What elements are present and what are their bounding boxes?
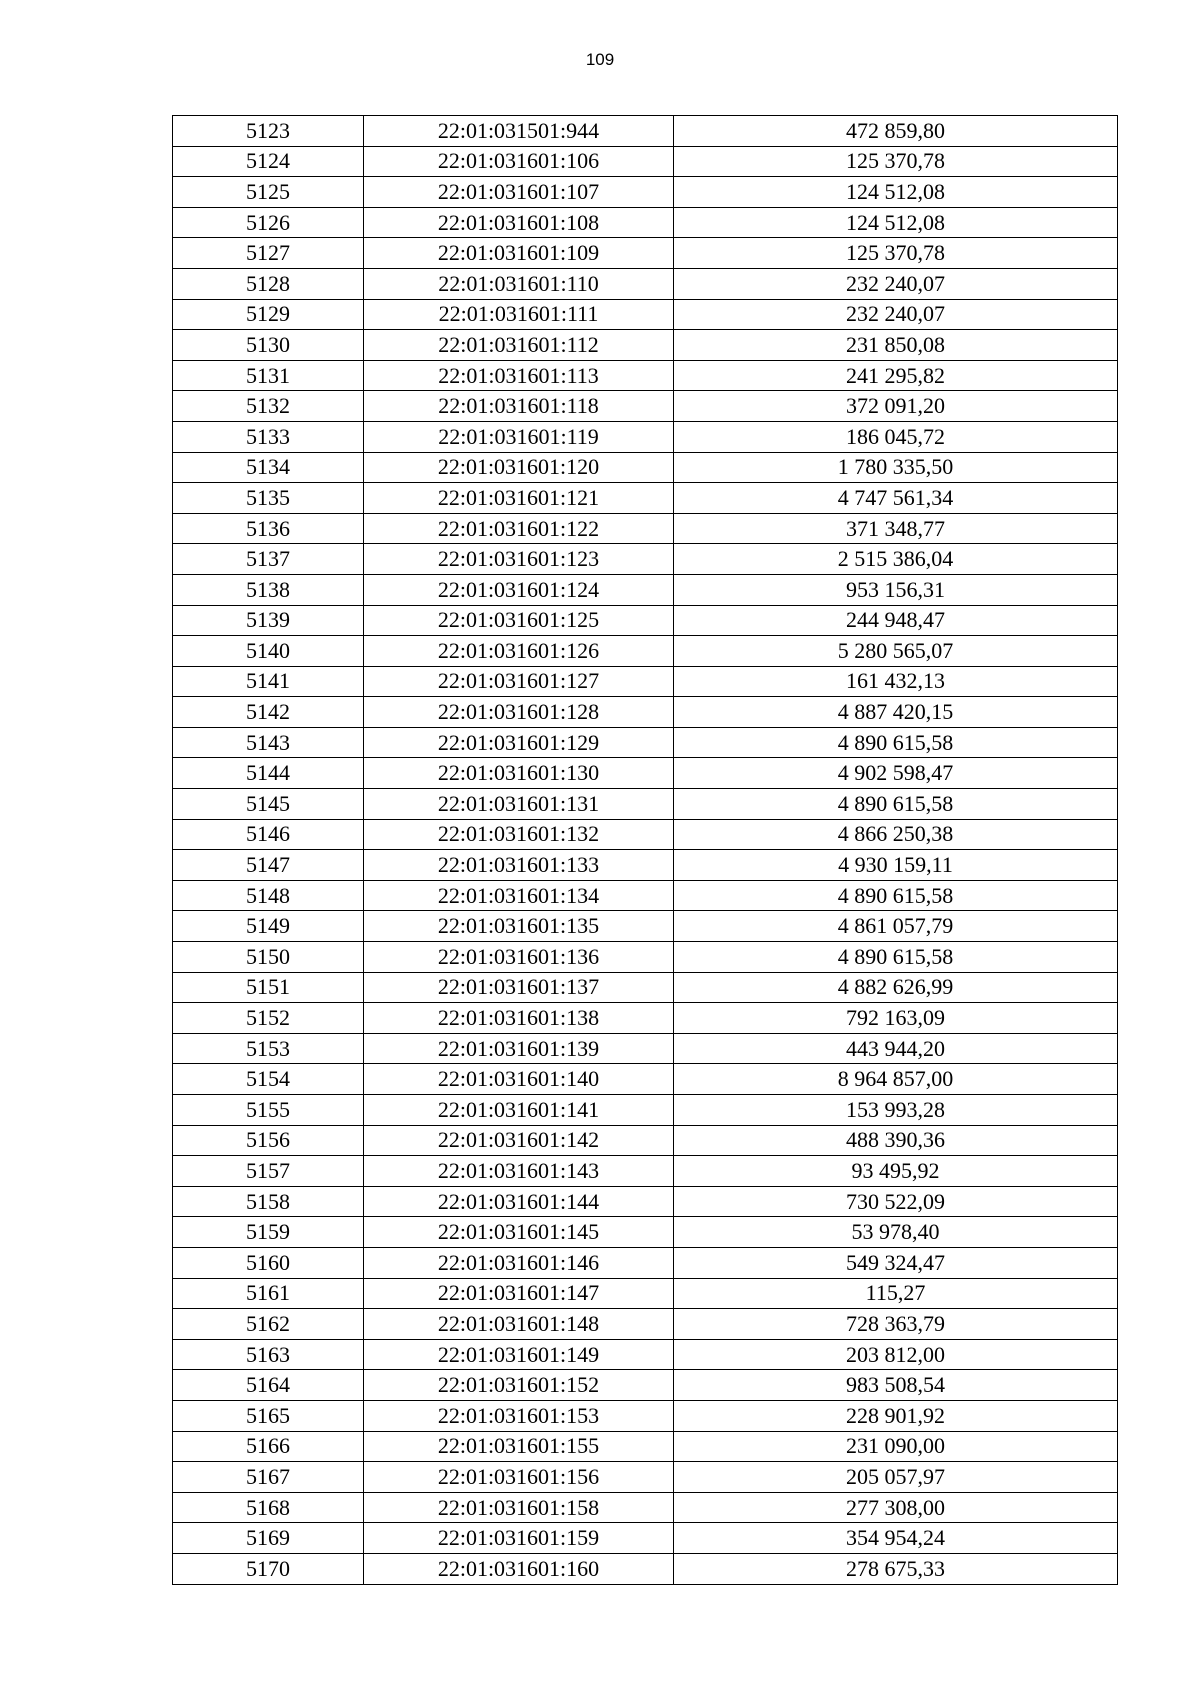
- cadastral-number-cell: 22:01:031601:121: [364, 483, 674, 514]
- row-number-cell: 5161: [173, 1278, 364, 1309]
- table-row: [173, 483, 1118, 514]
- value-cell: 205 057,97: [674, 1462, 1118, 1493]
- cadastral-number-cell: 22:01:031601:138: [364, 1003, 674, 1034]
- cadastral-number-cell: 22:01:031601:137: [364, 972, 674, 1003]
- cadastral-number-cell: 22:01:031601:124: [364, 574, 674, 605]
- row-number-cell: 5129: [173, 299, 364, 330]
- table-row: [173, 819, 1118, 850]
- table-row: [173, 513, 1118, 544]
- table-row: [173, 1400, 1118, 1431]
- cadastral-number-cell: 22:01:031601:110: [364, 268, 674, 299]
- row-number-cell: 5138: [173, 574, 364, 605]
- table-row: [173, 1553, 1118, 1584]
- row-number-cell: 5154: [173, 1064, 364, 1095]
- value-cell: 186 045,72: [674, 421, 1118, 452]
- table-row: [173, 146, 1118, 177]
- row-number-cell: 5136: [173, 513, 364, 544]
- row-number-cell: 5139: [173, 605, 364, 636]
- table-row: [173, 299, 1118, 330]
- table-row: [173, 789, 1118, 820]
- table-row: [173, 1339, 1118, 1370]
- table-row: [173, 391, 1118, 422]
- value-cell: 231 850,08: [674, 330, 1118, 361]
- cadastral-number-cell: 22:01:031601:140: [364, 1064, 674, 1095]
- value-cell: 115,27: [674, 1278, 1118, 1309]
- cadastral-number-cell: 22:01:031601:147: [364, 1278, 674, 1309]
- row-number-cell: 5124: [173, 146, 364, 177]
- table-row: [173, 1064, 1118, 1095]
- cadastral-number-cell: 22:01:031601:143: [364, 1156, 674, 1187]
- value-cell: 124 512,08: [674, 207, 1118, 238]
- row-number-cell: 5156: [173, 1125, 364, 1156]
- row-number-cell: 5133: [173, 421, 364, 452]
- cadastral-number-cell: 22:01:031601:106: [364, 146, 674, 177]
- row-number-cell: 5125: [173, 177, 364, 208]
- value-cell: 153 993,28: [674, 1095, 1118, 1126]
- table-row: [173, 1003, 1118, 1034]
- value-cell: 4 890 615,58: [674, 942, 1118, 973]
- table-row: [173, 758, 1118, 789]
- value-cell: 53 978,40: [674, 1217, 1118, 1248]
- value-cell: 472 859,80: [674, 116, 1118, 147]
- value-cell: 228 901,92: [674, 1400, 1118, 1431]
- value-cell: 2 515 386,04: [674, 544, 1118, 575]
- row-number-cell: 5140: [173, 636, 364, 667]
- value-cell: 4 890 615,58: [674, 880, 1118, 911]
- cadastral-number-cell: 22:01:031601:123: [364, 544, 674, 575]
- cadastral-number-cell: 22:01:031601:111: [364, 299, 674, 330]
- cadastral-number-cell: 22:01:031601:153: [364, 1400, 674, 1431]
- cadastral-number-cell: 22:01:031601:129: [364, 727, 674, 758]
- cadastral-number-cell: 22:01:031601:149: [364, 1339, 674, 1370]
- cadastral-number-cell: 22:01:031601:108: [364, 207, 674, 238]
- cadastral-number-cell: 22:01:031601:134: [364, 880, 674, 911]
- value-cell: 488 390,36: [674, 1125, 1118, 1156]
- table-row: [173, 1217, 1118, 1248]
- cadastral-number-cell: 22:01:031601:160: [364, 1553, 674, 1584]
- table-row: [173, 1370, 1118, 1401]
- value-cell: 730 522,09: [674, 1186, 1118, 1217]
- row-number-cell: 5135: [173, 483, 364, 514]
- row-number-cell: 5126: [173, 207, 364, 238]
- cadastral-number-cell: 22:01:031601:158: [364, 1492, 674, 1523]
- table-row: [173, 1492, 1118, 1523]
- table-row: [173, 727, 1118, 758]
- cadastral-number-cell: 22:01:031601:144: [364, 1186, 674, 1217]
- table-row: [173, 268, 1118, 299]
- table-row: [173, 574, 1118, 605]
- cadastral-number-cell: 22:01:031601:156: [364, 1462, 674, 1493]
- table-row: [173, 666, 1118, 697]
- table-row: [173, 1247, 1118, 1278]
- table-row: [173, 942, 1118, 973]
- row-number-cell: 5142: [173, 697, 364, 728]
- table-row: [173, 1278, 1118, 1309]
- cadastral-number-cell: 22:01:031601:155: [364, 1431, 674, 1462]
- cadastral-number-cell: 22:01:031601:135: [364, 911, 674, 942]
- row-number-cell: 5148: [173, 880, 364, 911]
- row-number-cell: 5158: [173, 1186, 364, 1217]
- value-cell: 4 902 598,47: [674, 758, 1118, 789]
- cadastral-number-cell: 22:01:031601:119: [364, 421, 674, 452]
- table-row: [173, 972, 1118, 1003]
- row-number-cell: 5153: [173, 1033, 364, 1064]
- value-cell: 371 348,77: [674, 513, 1118, 544]
- row-number-cell: 5166: [173, 1431, 364, 1462]
- row-number-cell: 5152: [173, 1003, 364, 1034]
- value-cell: 125 370,78: [674, 146, 1118, 177]
- row-number-cell: 5165: [173, 1400, 364, 1431]
- row-number-cell: 5159: [173, 1217, 364, 1248]
- row-number-cell: 5147: [173, 850, 364, 881]
- value-cell: 244 948,47: [674, 605, 1118, 636]
- cadastral-number-cell: 22:01:031601:113: [364, 360, 674, 391]
- row-number-cell: 5162: [173, 1309, 364, 1340]
- value-cell: 203 812,00: [674, 1339, 1118, 1370]
- row-number-cell: 5157: [173, 1156, 364, 1187]
- row-number-cell: 5143: [173, 727, 364, 758]
- row-number-cell: 5123: [173, 116, 364, 147]
- value-cell: 93 495,92: [674, 1156, 1118, 1187]
- cadastral-number-cell: 22:01:031601:130: [364, 758, 674, 789]
- table-row: [173, 1462, 1118, 1493]
- value-cell: 232 240,07: [674, 299, 1118, 330]
- cadastral-number-cell: 22:01:031601:136: [364, 942, 674, 973]
- table-row: [173, 1309, 1118, 1340]
- table-row: [173, 177, 1118, 208]
- cadastral-number-cell: 22:01:031601:145: [364, 1217, 674, 1248]
- table-row: [173, 850, 1118, 881]
- value-cell: 4 866 250,38: [674, 819, 1118, 850]
- page-number: 109: [585, 50, 615, 69]
- cadastral-number-cell: 22:01:031601:132: [364, 819, 674, 850]
- table-row: [173, 1523, 1118, 1554]
- row-number-cell: 5137: [173, 544, 364, 575]
- row-number-cell: 5130: [173, 330, 364, 361]
- table-row: [173, 911, 1118, 942]
- table-row: [173, 1125, 1118, 1156]
- row-number-cell: 5151: [173, 972, 364, 1003]
- value-cell: 124 512,08: [674, 177, 1118, 208]
- row-number-cell: 5131: [173, 360, 364, 391]
- row-number-cell: 5145: [173, 789, 364, 820]
- value-cell: 231 090,00: [674, 1431, 1118, 1462]
- row-number-cell: 5163: [173, 1339, 364, 1370]
- table-row: [173, 1186, 1118, 1217]
- cadastral-number-cell: 22:01:031601:146: [364, 1247, 674, 1278]
- table-row: [173, 360, 1118, 391]
- value-cell: 241 295,82: [674, 360, 1118, 391]
- cadastral-number-cell: 22:01:031601:142: [364, 1125, 674, 1156]
- value-cell: 953 156,31: [674, 574, 1118, 605]
- value-cell: 792 163,09: [674, 1003, 1118, 1034]
- value-cell: 354 954,24: [674, 1523, 1118, 1554]
- value-cell: 1 780 335,50: [674, 452, 1118, 483]
- value-cell: 4 890 615,58: [674, 727, 1118, 758]
- cadastral-number-cell: 22:01:031501:944: [364, 116, 674, 147]
- table-row: [173, 697, 1118, 728]
- cadastral-number-cell: 22:01:031601:109: [364, 238, 674, 269]
- cadastral-number-cell: 22:01:031601:159: [364, 1523, 674, 1554]
- cadastral-number-cell: 22:01:031601:141: [364, 1095, 674, 1126]
- cadastral-number-cell: 22:01:031601:139: [364, 1033, 674, 1064]
- value-cell: 4 861 057,79: [674, 911, 1118, 942]
- row-number-cell: 5160: [173, 1247, 364, 1278]
- row-number-cell: 5150: [173, 942, 364, 973]
- cadastral-number-cell: 22:01:031601:152: [364, 1370, 674, 1401]
- value-cell: 4 890 615,58: [674, 789, 1118, 820]
- table-body: [173, 116, 1118, 1585]
- value-cell: 5 280 565,07: [674, 636, 1118, 667]
- row-number-cell: 5169: [173, 1523, 364, 1554]
- value-cell: 372 091,20: [674, 391, 1118, 422]
- row-number-cell: 5128: [173, 268, 364, 299]
- row-number-cell: 5134: [173, 452, 364, 483]
- row-number-cell: 5127: [173, 238, 364, 269]
- value-cell: 161 432,13: [674, 666, 1118, 697]
- table-row: [173, 207, 1118, 238]
- value-cell: 728 363,79: [674, 1309, 1118, 1340]
- value-cell: 4 887 420,15: [674, 697, 1118, 728]
- value-cell: 4 882 626,99: [674, 972, 1118, 1003]
- table-row: [173, 116, 1118, 147]
- value-cell: 125 370,78: [674, 238, 1118, 269]
- row-number-cell: 5146: [173, 819, 364, 850]
- row-number-cell: 5164: [173, 1370, 364, 1401]
- value-cell: 4 747 561,34: [674, 483, 1118, 514]
- cadastral-number-cell: 22:01:031601:127: [364, 666, 674, 697]
- row-number-cell: 5149: [173, 911, 364, 942]
- table-row: [173, 636, 1118, 667]
- value-cell: 232 240,07: [674, 268, 1118, 299]
- table-row: [173, 544, 1118, 575]
- data-table: [172, 115, 1118, 1585]
- value-cell: 8 964 857,00: [674, 1064, 1118, 1095]
- row-number-cell: 5168: [173, 1492, 364, 1523]
- table-row: [173, 1431, 1118, 1462]
- value-cell: 277 308,00: [674, 1492, 1118, 1523]
- cadastral-number-cell: 22:01:031601:125: [364, 605, 674, 636]
- cadastral-number-cell: 22:01:031601:120: [364, 452, 674, 483]
- table-row: [173, 1156, 1118, 1187]
- cadastral-number-cell: 22:01:031601:112: [364, 330, 674, 361]
- value-cell: 549 324,47: [674, 1247, 1118, 1278]
- table-row: [173, 880, 1118, 911]
- row-number-cell: 5141: [173, 666, 364, 697]
- value-cell: 278 675,33: [674, 1553, 1118, 1584]
- value-cell: 443 944,20: [674, 1033, 1118, 1064]
- table-row: [173, 421, 1118, 452]
- row-number-cell: 5167: [173, 1462, 364, 1493]
- table-row: [173, 605, 1118, 636]
- value-cell: 983 508,54: [674, 1370, 1118, 1401]
- row-number-cell: 5132: [173, 391, 364, 422]
- row-number-cell: 5170: [173, 1553, 364, 1584]
- row-number-cell: 5144: [173, 758, 364, 789]
- cadastral-number-cell: 22:01:031601:133: [364, 850, 674, 881]
- cadastral-number-cell: 22:01:031601:126: [364, 636, 674, 667]
- cadastral-number-cell: 22:01:031601:122: [364, 513, 674, 544]
- row-number-cell: 5155: [173, 1095, 364, 1126]
- cadastral-number-cell: 22:01:031601:131: [364, 789, 674, 820]
- cadastral-number-cell: 22:01:031601:118: [364, 391, 674, 422]
- cadastral-number-cell: 22:01:031601:107: [364, 177, 674, 208]
- table-row: [173, 1033, 1118, 1064]
- value-cell: 4 930 159,11: [674, 850, 1118, 881]
- table-row: [173, 330, 1118, 361]
- cadastral-number-cell: 22:01:031601:148: [364, 1309, 674, 1340]
- table-row: [173, 238, 1118, 269]
- cadastral-number-cell: 22:01:031601:128: [364, 697, 674, 728]
- table-row: [173, 452, 1118, 483]
- table-row: [173, 1095, 1118, 1126]
